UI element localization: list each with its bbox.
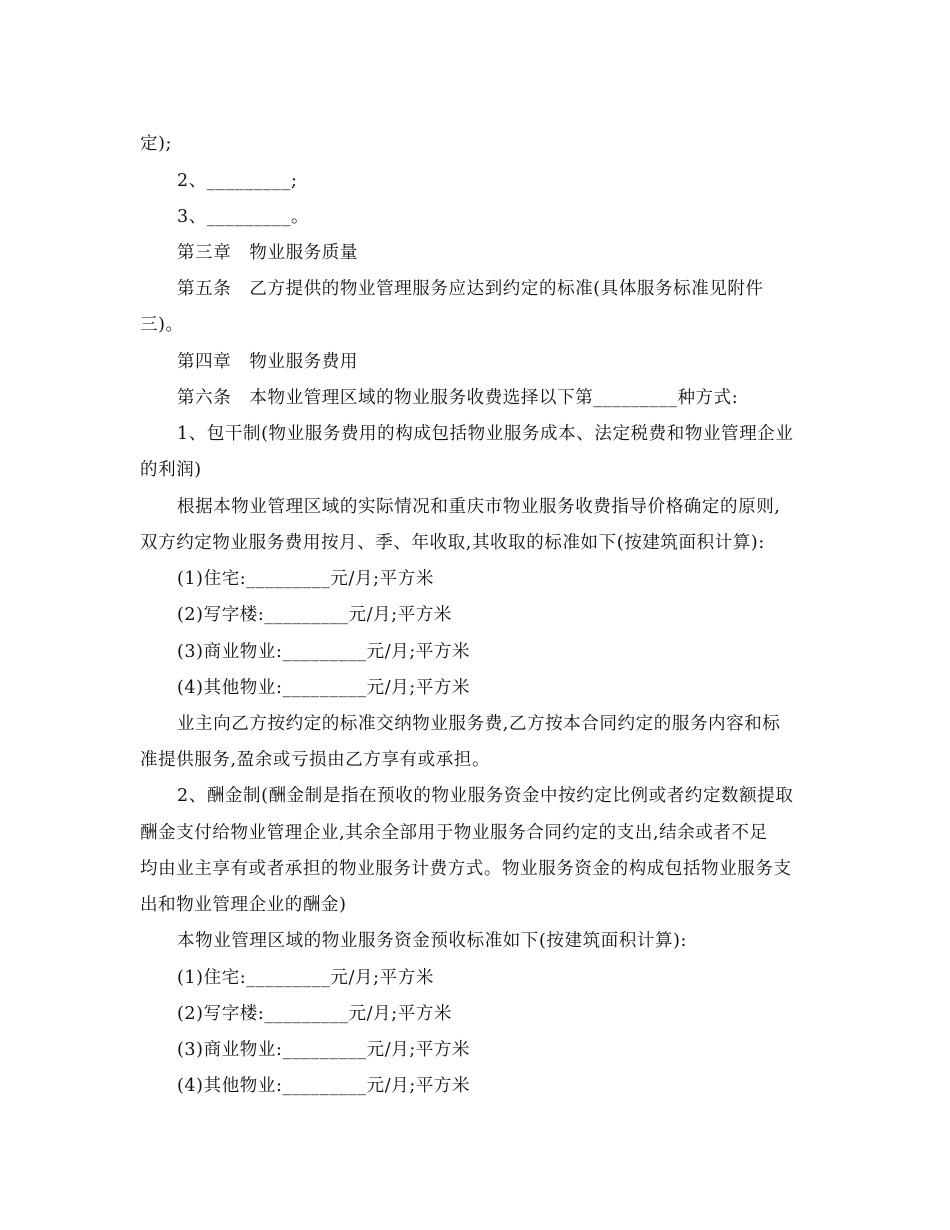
- text-line: 1、包干制(物业服务费用的构成包括物业服务成本、法定税费和物业管理企业: [177, 424, 794, 444]
- text-line: (1)住宅:_________元/月;平方米: [177, 968, 434, 988]
- chapter-heading: 第三章 物业服务质量: [177, 243, 358, 263]
- text-line: 酬金支付给物业管理企业,其余全部用于物业服务合同约定的支出,结余或者不足: [140, 823, 768, 843]
- text-line: 双方约定物业服务费用按月、季、年收取,其收取的标准如下(按建筑面积计算):: [140, 533, 765, 553]
- text-line: 三)。: [140, 315, 184, 335]
- text-line: (1)住宅:_________元/月;平方米: [177, 569, 434, 589]
- text-line: (2)写字楼:_________元/月;平方米: [177, 605, 453, 625]
- text-line: (2)写字楼:_________元/月;平方米: [177, 1004, 453, 1024]
- text-line: 第五条 乙方提供的物业管理服务应达到约定的标准(具体服务标准见附件: [177, 279, 764, 299]
- chapter-heading: 第四章 物业服务费用: [177, 352, 358, 372]
- text-line: 准提供服务,盈余或亏损由乙方享有或承担。: [140, 750, 491, 770]
- text-line: 本物业管理区域的物业服务资金预收标准如下(按建筑面积计算):: [177, 931, 688, 951]
- text-line: 2、酬金制(酬金制是指在预收的物业服务资金中按约定比例或者约定数额提取: [177, 786, 794, 806]
- text-line: 第六条 本物业管理区域的物业服务收费选择以下第_________种方式:: [177, 388, 739, 408]
- text-line: (3)商业物业:_________元/月;平方米: [177, 1040, 471, 1060]
- text-line: 业主向乙方按约定的标准交纳物业服务费,乙方按本合同约定的服务内容和标: [177, 714, 781, 734]
- text-line: (3)商业物业:_________元/月;平方米: [177, 642, 471, 662]
- text-line: 2、_________;: [177, 171, 298, 191]
- text-line: 根据本物业管理区域的实际情况和重庆市物业服务收费指导价格确定的原则,: [177, 497, 781, 517]
- text-line: 出和物业管理企业的酬金): [140, 895, 347, 915]
- text-line: 定);: [140, 134, 173, 154]
- text-line: (4)其他物业:_________元/月;平方米: [177, 678, 471, 698]
- text-line: 的利润): [140, 460, 202, 480]
- text-line: (4)其他物业:_________元/月;平方米: [177, 1076, 471, 1096]
- text-line: 3、_________。: [177, 207, 310, 227]
- text-line: 均由业主享有或者承担的物业服务计费方式。物业服务资金的构成包括物业服务支: [140, 859, 792, 879]
